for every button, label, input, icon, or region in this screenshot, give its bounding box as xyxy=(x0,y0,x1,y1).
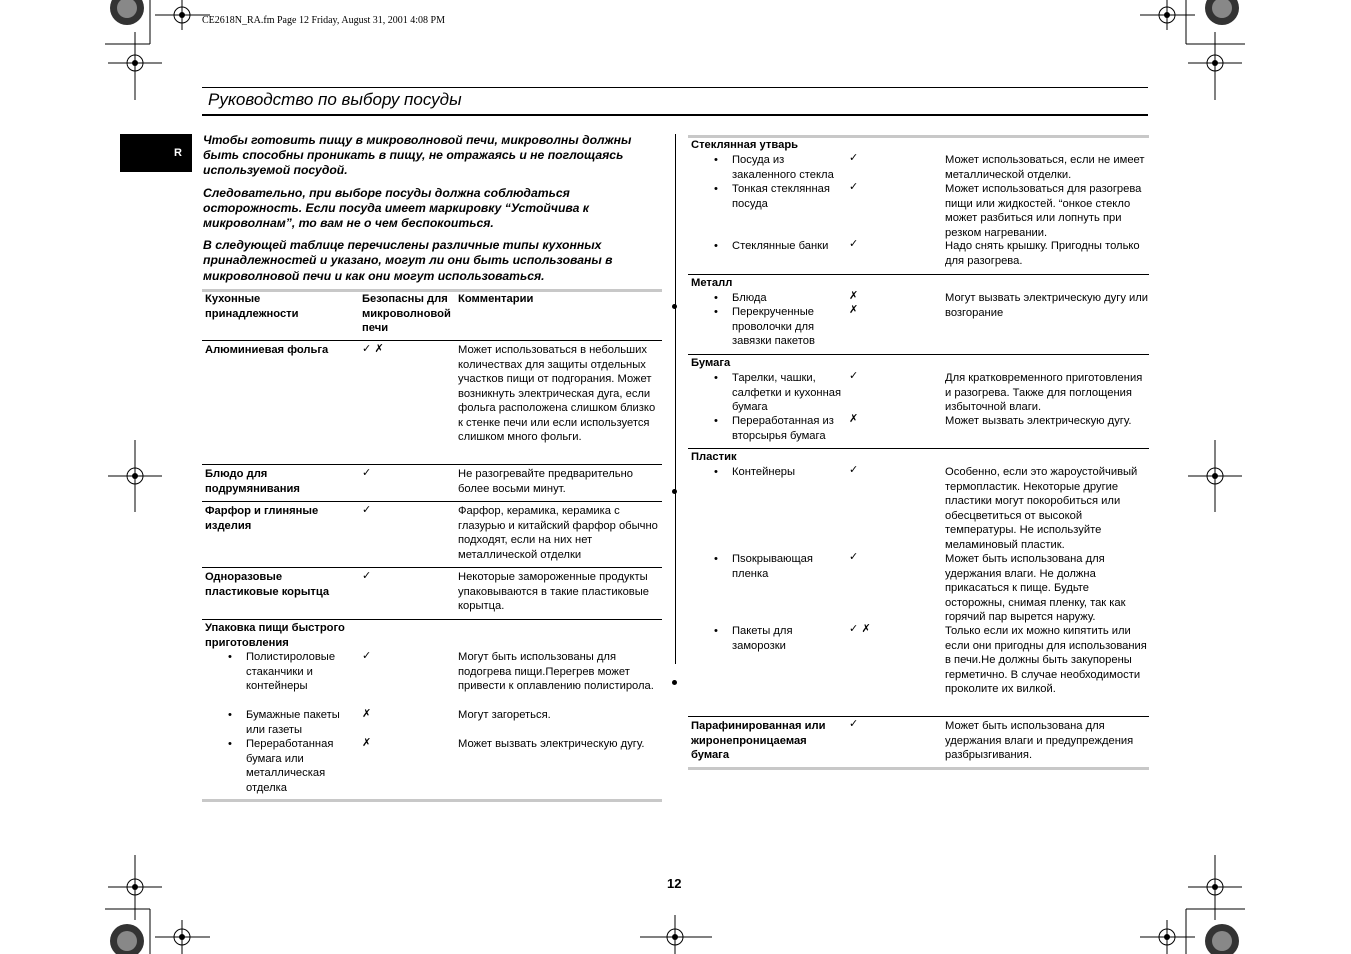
list-item-label: Пsокрывающая пленка xyxy=(732,553,813,580)
list-item-label: Блюда xyxy=(732,292,767,304)
table-row-comment: Некоторые замороженные продукты упаковываются в такие пластиковые корытца. xyxy=(458,571,650,612)
sub-list xyxy=(714,465,844,653)
table-row-safe: ✓ xyxy=(362,467,372,479)
table-row-comment: Особенно, если это жароустойчивый термопластик. Некоторые другие пластики могут покоробиться или обесцветиться от высокой температуры. Не используйте меламиновый пластик. xyxy=(945,466,1138,551)
column-divider xyxy=(675,134,676,664)
sub-list xyxy=(714,371,844,443)
section-tab-label: R xyxy=(174,147,182,159)
list-item-label: Полистироловые стаканчики и контейнеры xyxy=(246,651,336,692)
table-bottom-rule xyxy=(202,799,662,802)
section-tab xyxy=(120,134,192,172)
group-heading: Стеклянная утварь xyxy=(691,139,799,151)
sub-list xyxy=(714,153,844,254)
row-rule xyxy=(688,716,1149,717)
table-row-safe: ✓ xyxy=(849,152,859,164)
left-table xyxy=(202,289,662,803)
list-item: • Тарелки, чашки, салфетки и кухонная бумага xyxy=(714,372,842,413)
list-item: • Блюда xyxy=(714,292,767,304)
divider-dot xyxy=(672,489,677,494)
list-item-label: Контейнеры xyxy=(732,466,796,478)
title-rule-bottom xyxy=(202,114,1148,116)
table-row-item: Одноразовые пластиковые корытца xyxy=(205,571,330,598)
sub-list xyxy=(228,650,356,795)
table-row-safe: ✓ ✗ xyxy=(362,343,384,355)
list-item-label: Переработанная бумага или металлическая отделка xyxy=(246,738,334,794)
intro-paragraph: В следующей таблице перечислены различные типы кухонных принадлежностей и указано, могут ли они быть использованы в микроволновой печи и как они могут использоваться. xyxy=(203,238,613,283)
list-item-label: Тонкая стеклянная посуда xyxy=(732,183,830,210)
intro-text xyxy=(203,133,643,291)
list-item-label: Пакеты для заморозки xyxy=(732,625,793,652)
table-row-comment: Могут вызвать электрическую дугу или возгорание xyxy=(945,292,1149,319)
list-item: • Тонкая стеклянная посуда xyxy=(714,183,830,210)
table-row-safe: ✗ xyxy=(849,290,859,302)
table-row-comment: Фарфор, керамика, керамика с глазурью и китайский фарфор обычно подходят, если на них нет металлической отделки xyxy=(458,505,658,561)
page-number: 12 xyxy=(667,876,682,891)
table-row-item: Алюминиевая фольга xyxy=(205,344,329,356)
intro-paragraph: Следовательно, при выборе посуды должна соблюдаться осторожность. Если посуда имеет маркировку “Устойчива к микроволнам”, то вам не о чем беспокоиться. xyxy=(203,185,589,231)
table-row-safe: ✓ xyxy=(849,551,859,563)
list-item-label: Бумажные пакеты или газеты xyxy=(246,709,340,736)
table-row-safe: ✓ xyxy=(849,238,859,250)
row-rule xyxy=(202,619,662,620)
table-row-safe: ✗ xyxy=(362,737,372,749)
table-row-item: Парафинированная или жиронепроницаемая бумага xyxy=(691,720,826,761)
list-item-label: Тарелки, чашки, салфетки и кухонная бумага xyxy=(732,372,842,413)
table-row-safe: ✓ xyxy=(849,370,859,382)
row-rule xyxy=(688,448,1149,449)
row-rule xyxy=(202,464,662,465)
list-item-label: Перекрученные проволочки для завязки пакетов xyxy=(732,306,815,347)
right-table xyxy=(688,135,1149,771)
divider-dot xyxy=(672,304,677,309)
list-item: • Контейнеры xyxy=(714,466,796,478)
table-row-safe: ✓ xyxy=(362,650,372,662)
list-item: • Перекрученные проволочки для завязки пакетов xyxy=(714,306,815,347)
table-bottom-rule xyxy=(688,767,1149,770)
header-safe: Безопасны для микроволновой печи xyxy=(362,293,451,334)
list-item: • Стеклянные банки xyxy=(714,240,829,252)
table-row-comment: Может использоваться, если не имеет металлической отделки. xyxy=(945,154,1145,181)
group-heading: Пластик xyxy=(691,451,737,463)
table-row-safe: ✗ xyxy=(849,413,859,425)
list-item: • Переработанная из вторсырья бумага xyxy=(714,415,834,442)
title-rule xyxy=(202,87,1148,88)
table-row-comment: Не разогревайте предварительно более восьми минут. xyxy=(458,468,633,495)
list-item: • Бумажные пакеты или газеты xyxy=(228,709,340,736)
table-row-safe: ✓ xyxy=(362,570,372,582)
table-row-safe: ✓ xyxy=(362,504,372,516)
table-row-comment: Могут быть использованы для подогрева пищи.Перегрев может привести к оплавлению полистирола. xyxy=(458,651,654,692)
table-row-comment: Может быть использована для удержания влаги и предупреждения разбрызгивания. xyxy=(945,720,1134,761)
group-heading: Металл xyxy=(691,277,733,289)
file-header: CE2618N_RA.fm Page 12 Friday, August 31, 2001 4:08 PM xyxy=(202,15,445,26)
list-item-label: Переработанная из вторсырья бумага xyxy=(732,415,834,442)
table-row-comment: Может вызвать электрическую дугу. xyxy=(945,415,1132,427)
table-row-item: Блюдо для подрумянивания xyxy=(205,468,300,495)
list-item-label: Посуда из закаленного стекла xyxy=(732,154,834,181)
row-rule xyxy=(202,501,662,502)
table-row-comment: Для кратковременного приготовления и разогрева. Также для поглощения избыточной влаги. xyxy=(945,372,1143,413)
table-row-safe: ✗ xyxy=(362,708,372,720)
row-rule xyxy=(202,567,662,568)
list-item: • Полистироловые стаканчики и контейнеры xyxy=(228,651,336,692)
group-heading: Бумага xyxy=(691,357,731,369)
table-row-item: Упаковка пищи быстрого приготовления xyxy=(205,622,345,649)
page-title: Руководство по выбору посуды xyxy=(208,90,462,109)
table-row-comment: Может вызвать электрическую дугу. xyxy=(458,738,645,750)
row-rule xyxy=(688,274,1149,275)
intro-paragraph: Чтобы готовить пищу в микроволновой печи, микроволны должны быть способны проникать в пищу, не отражаясь и не поглощаясь используемой посудой. xyxy=(203,133,632,178)
list-item: • Посуда из закаленного стекла xyxy=(714,154,834,181)
divider-dot xyxy=(672,680,677,685)
table-row-comment: Может быть использована для удержания влаги. Не должна прикасаться к пище. Будьте осторожны, снимая пленку, так как горячий пар вырется наружу. xyxy=(945,553,1126,623)
table-row-comment: Только если их можно кипятить или если они пригодны для использования в печи.Не должны быть закупорены герметично. В случае необходимости проколите их вилкой. xyxy=(945,625,1147,695)
list-item-label: Стеклянные банки xyxy=(732,240,829,252)
sub-list xyxy=(714,291,844,349)
header-item: Кухонные принадлежности xyxy=(205,293,299,320)
row-rule xyxy=(688,354,1149,355)
table-row-safe: ✓ xyxy=(849,718,859,730)
table-row-safe: ✓ ✗ xyxy=(849,623,871,635)
list-item: • Пакеты для заморозки xyxy=(714,625,793,652)
table-row-comment: Могут загореться. xyxy=(458,709,551,721)
table-row-safe: ✓ xyxy=(849,181,859,193)
table-row-comment: Может использоваться в небольших количествах для защиты отдельных участков пищи от подгорания. Может возникнуть электрическая дуга, если фольга расположена слишком близко к стенке печи или если используется слишком много фольги. xyxy=(458,344,656,443)
row-rule xyxy=(202,340,662,341)
list-item: • Переработанная бумага или металлическая отделка xyxy=(228,738,334,794)
table-row-comment: Надо снять крышку. Пригодны только для разогрева. xyxy=(945,240,1140,267)
list-item: • Пsокрывающая пленка xyxy=(714,553,813,580)
table-row-safe: ✗ xyxy=(849,304,859,316)
table-row-comment: Может использоваться для разогрева пищи или жидкостей. “онкое стекло может разбиться или лопнуть при резком нагревании. xyxy=(945,183,1142,239)
table-row-safe: ✓ xyxy=(849,464,859,476)
table-row-item: Фарфор и глиняные изделия xyxy=(205,505,319,532)
header-comment: Комментарии xyxy=(458,293,534,305)
